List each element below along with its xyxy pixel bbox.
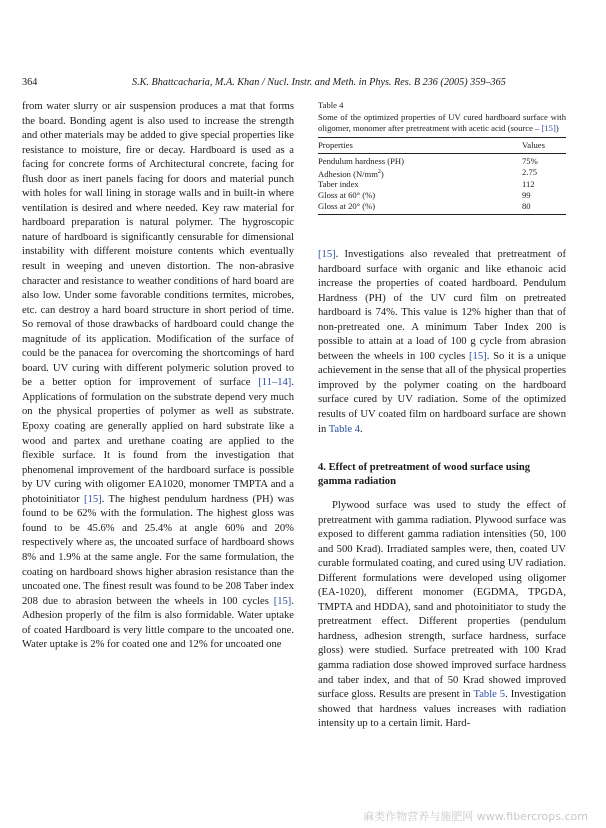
page-number: 364 bbox=[22, 77, 38, 88]
column-header-values: Values bbox=[522, 137, 566, 153]
text-run: . So it is a unique achievement in the sense that all of the physical properties improved by the polymer coating on the hardboard surface cured by UV radiation. Some of the optimized results of UV coated film on hardboard surface are shown in bbox=[318, 350, 566, 435]
table-row bbox=[318, 167, 566, 180]
citation-link[interactable]: [11–14] bbox=[258, 377, 292, 389]
citation-link[interactable]: [15] bbox=[469, 350, 487, 362]
citation-link[interactable]: [15] bbox=[273, 595, 292, 607]
column-header-properties: Properties bbox=[318, 137, 522, 153]
superscript: 2 bbox=[377, 168, 381, 175]
property-cell: Pendulum hardness (PH) bbox=[318, 155, 404, 166]
text-run: . Investigation showed that hardness values increases with radiation intensity up to a certain limit. Hard- bbox=[318, 689, 567, 730]
running-head: S.K. Bhattcacharia, M.A. Khan / Nucl. Instr. and Meth. in Phys. Res. B 236 (2005) 359–365 bbox=[132, 77, 506, 88]
right-paragraph-2 bbox=[318, 499, 566, 732]
section-heading: 4. Effect of pretreatment of wood surface using gamma radiation bbox=[318, 462, 531, 487]
table-label: Table 4 bbox=[318, 100, 344, 110]
value-cell: 99 bbox=[522, 190, 531, 201]
text-run: from water slurry or air suspension produces a mat that forms the board. Bonding agent is also used to increase the strength and other materials may be added to give special properties like resistance to moisture, fire or decay. Hardboard is used as a facing for concrete forms of Architectural concrete, facing for flush door as inert panels facing for doors and material punch with holes for wall lining in storage walls and in built-in where ventilation is desired and where needed. Key raw material for hardboard preparation is natural polymer. The hygroscopic nature of hardboard is significantly censurable for dimensional instability with different moisture contents which eventually result in weeping and uneven distortion. The non-abrasive character and resistance to weather conditions of hard board are also low. Under some favorable conditions termites, microbes, etc. can destroy a hard board structure in short period of time. So removal of those drawbacks of hardboard could change the magnitude of its application. Modification of the surface of could be the panacea for overcoming the shortcomings of hard board. UV curing with different polymeric solution proved to be a better option for improvement of surface bbox=[22, 101, 294, 389]
value-cell: 2.75 bbox=[522, 167, 538, 178]
property-text-end: ) bbox=[380, 168, 384, 179]
table-row bbox=[318, 179, 566, 190]
table-caption bbox=[318, 100, 566, 135]
value-cell: 75% bbox=[522, 155, 538, 166]
left-column bbox=[22, 100, 294, 653]
property-cell bbox=[318, 167, 522, 180]
watermark: 麻类作物营养与施肥网 www.fibercrops.com bbox=[363, 810, 588, 823]
property-text: Adhesion (N/mm bbox=[318, 168, 378, 179]
table-link[interactable]: Table 5 bbox=[473, 689, 506, 701]
text-run: Plywood surface was used to study the effect of pretreatment with gamma radiation. Plywood surface was exposed to different gamma radiation intensities (50, 100 and 500 Krad). Irradiated samples were, then, coated UV curable formulated coating, and cured using UV radiation. Different formulations were developed using oligomer (EA-1020), different monomer (EGDMA, TPGDA, TMPTA and HDDA), sand and photoinitiator to study the pretreatment effect. Different properties (pendulum hardness, adhesion strength, surface hardness, surface gloss) were studied. Surface pretreated with 100 Krad gamma radiation dose showed improved surface hardness and taber index, and that of 50 Krad showed improved surface gloss. Results are present in bbox=[318, 500, 566, 701]
property-cell: Taber index bbox=[318, 179, 359, 190]
text-run: . Adhesion properly of the film is also formidable. Water uptake of coated Hardboard is very little compare to the uncoated one. Water uptake is 2% for coated one and 12% for uncoated one bbox=[22, 595, 294, 651]
left-paragraph bbox=[22, 100, 294, 653]
caption-text: Some of the optimized properties of UV cured hardboard surface with oligomer, monomer after pretreatment with acetic acid (source – bbox=[318, 111, 566, 133]
text-run: . Investigations also revealed that pretreatment of hardboard surface with organic and like ethanoic acid increase the properties of coated hardboard. Pendulum Hardness (PH) of the UV curd film on pretreated hardboard is 74%. This value is 12% higher than that of non-pretreated one. A minimum Taber Index 200 is possible to attain at a load of 100 g cycle from abrasion between the wheels in 100 cycles bbox=[318, 249, 566, 362]
citation-link[interactable]: [15] bbox=[541, 123, 556, 133]
table-4-block bbox=[318, 100, 566, 215]
value-cell: 80 bbox=[522, 201, 566, 215]
right-paragraph-1 bbox=[318, 248, 566, 437]
text-run: . Applications of formulation on the substrate depend very much on the physical properties of polymer as well as substrate. Epoxy coating are generally applied on hard substrate like a wood and partex and urethane coating are applied to the flexible surface. It is found from the investigation that phenomenal improvement of the hardboard surface is possible by UV curing with oligomer EA1020, monomer TMPTA and a photoinitiator bbox=[22, 377, 294, 505]
property-cell: Gloss at 60° (%) bbox=[318, 190, 376, 201]
citation-link[interactable]: [15] bbox=[84, 493, 102, 505]
table-row bbox=[318, 153, 566, 167]
table-row bbox=[318, 201, 566, 215]
right-column bbox=[318, 100, 567, 730]
citation-link[interactable]: [15] bbox=[318, 249, 336, 260]
table-row bbox=[318, 190, 566, 201]
caption-end: ) bbox=[555, 123, 559, 133]
property-cell: Gloss at 20° (%) bbox=[318, 201, 522, 215]
properties-table bbox=[318, 137, 566, 216]
table-link[interactable]: Table 4 bbox=[328, 423, 361, 435]
value-cell: 112 bbox=[522, 179, 535, 190]
text-run: . The highest pendulum hardness (PH) was found to be 62% with the formulation. The highest gloss was found to be 45.6% and 25.4% at angle 60% and 20% respectively where as, the uncoated surface of hardboard shows 8% and 1.9% at the same angle. For the same formulation, the coating on hardboard shows higher abrasion resistance than the uncoated one. The finest result was found to be 208 Taber index 208 due to abrasion between the wheels in 100 cycles bbox=[22, 493, 294, 607]
text-run: . bbox=[360, 423, 363, 435]
